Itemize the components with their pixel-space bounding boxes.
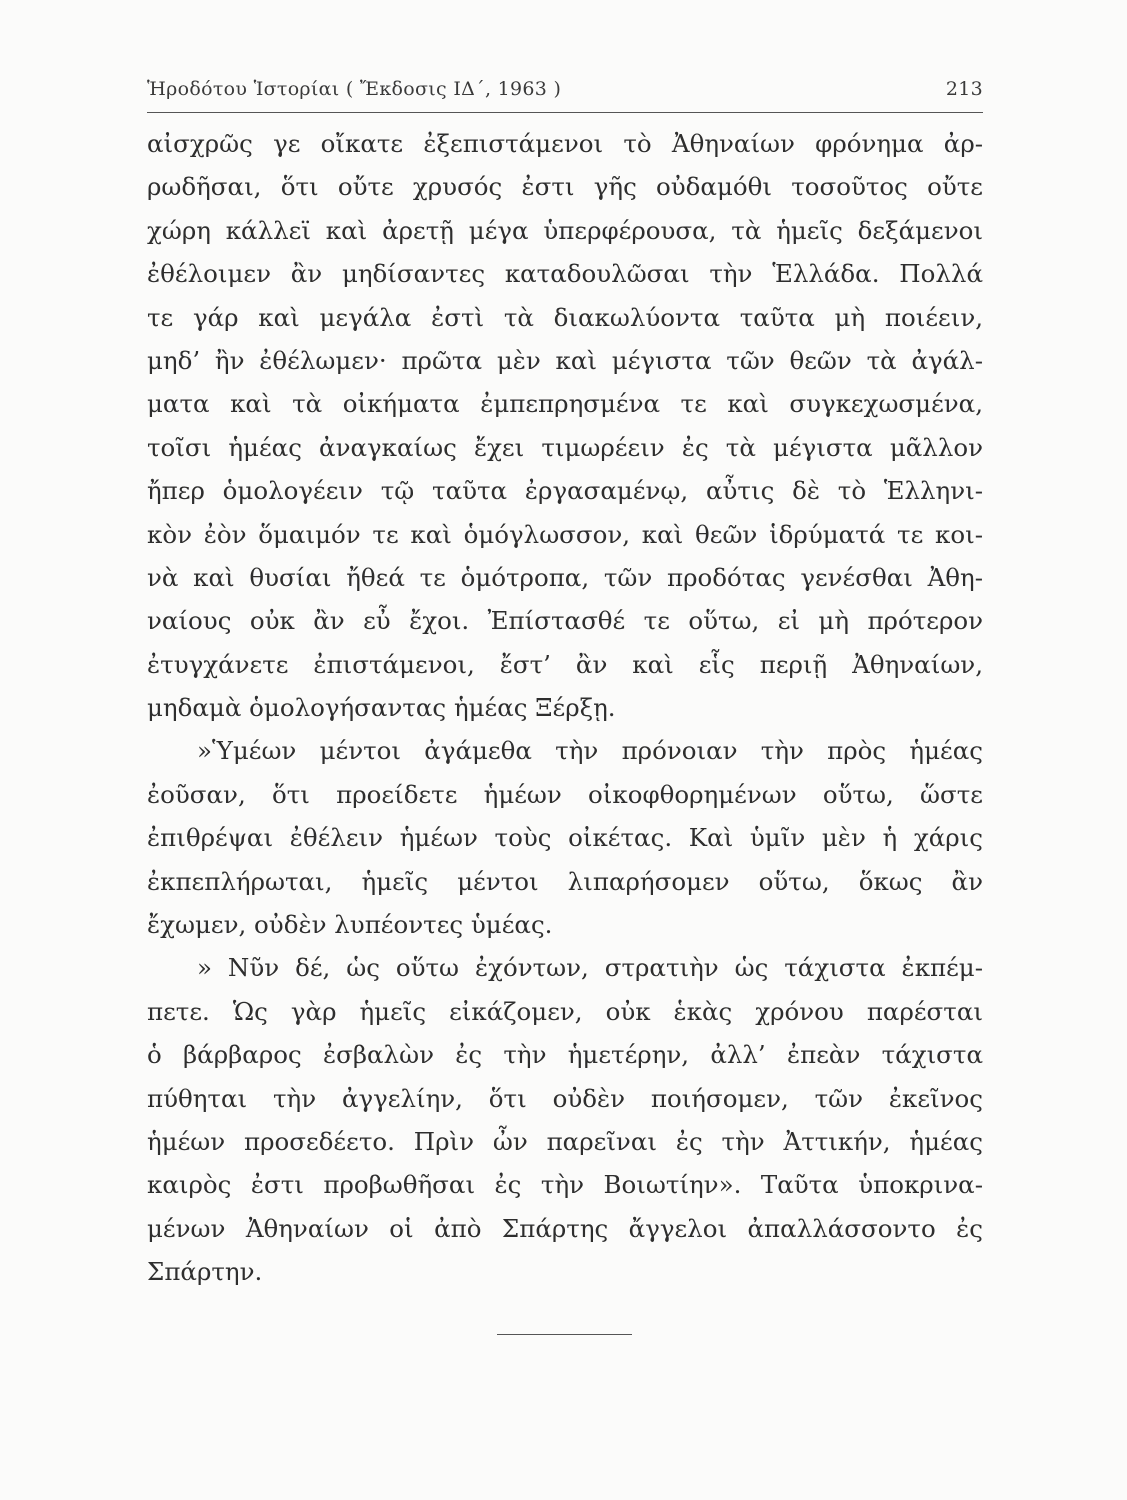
text-line: πύθηται τὴν ἀγγελίην, ὅτι οὐδὲν ποιήσομεν, τῶν ἐκεῖνος — [147, 1083, 983, 1113]
text-line: ρωδῆσαι, ὅτι οὔτε χρυσός ἐστι γῆς οὐδαμόθι τοσοῦτος οὔτε — [147, 172, 983, 202]
text-line: ναίους οὐκ ἂν εὖ ἔχοι. Ἐπίστασθέ τε οὕτω, εἰ μὴ πρότερον — [147, 606, 983, 636]
page-number: 213 — [945, 78, 983, 100]
running-head — [147, 78, 983, 106]
text-line: τοῖσι ἡμέας ἀναγκαίως ἔχει τιμωρέειν ἐς τὰ μέγιστα μᾶλλον — [147, 432, 983, 462]
text-line: αἰσχρῶς γε οἴκατε ἐξεπιστάμενοι τὸ Ἀθηναίων φρόνημα ἀρ- — [147, 129, 983, 158]
running-head-title: Ἡροδότου Ἱστορίαι ( Ἔκδοσις ΙΔ΄, 1963 ) — [147, 78, 562, 100]
text-line: καιρὸς ἐστι προβωθῆσαι ἐς τὴν Βοιωτίην». Ταῦτα ὑποκρινα- — [147, 1170, 983, 1200]
text-line: τε γάρ καὶ μεγάλα ἐστὶ τὰ διακωλύοντα ταῦτα μὴ ποιέειν, — [147, 302, 983, 332]
text-line: ἐκπεπλήρωται, ἡμεῖς μέντοι λιπαρήσομεν οὕτω, ὅκως ἂν — [147, 866, 983, 896]
text-line: ἡμέων προσεδέετο. Πρὶν ὦν παρεῖναι ἐς τὴν Ἀττικήν, ἡμέας — [147, 1126, 983, 1156]
paragraph-start-line: » Νῦν δέ, ὡς οὕτω ἐχόντων, στρατιὴν ὡς τάχιστα ἐκπέμ- — [197, 953, 983, 983]
text-line: ματα καὶ τὰ οἰκήματα ἐμπεπρησμένα τε καὶ συγκεχωσμένα, — [147, 389, 983, 419]
paragraph-end-line: ἔχωμεν, οὐδὲν λυπέοντες ὑμέας. — [147, 910, 553, 940]
header-rule — [147, 112, 983, 113]
paragraph-end-line: μηδαμὰ ὁμολογήσαντας ἡμέας Ξέρξῃ. — [147, 693, 616, 723]
text-line: μένων Ἀθηναίων οἱ ἀπὸ Σπάρτης ἄγγελοι ἀπαλλάσσοντο ἐς — [147, 1213, 983, 1243]
text-line: ἐθέλοιμεν ἂν μηδίσαντες καταδουλῶσαι τὴν Ἑλλάδα. Πολλά — [147, 259, 983, 289]
text-line: κὸν ἐὸν ὅμαιμόν τε καὶ ὁμόγλωσσον, καὶ θεῶν ἱδρύματά τε κοι- — [147, 519, 983, 549]
text-line: πετε. Ὡς γὰρ ἡμεῖς εἰκάζομεν, οὐκ ἑκὰς χρόνου παρέσται — [147, 996, 983, 1026]
paragraph-start-line: »Ὑμέων μέντοι ἀγάμεθα τὴν πρόνοιαν τὴν πρὸς ἡμέας — [197, 736, 983, 766]
section-end-rule — [497, 1334, 632, 1335]
text-line: ἐτυγχάνετε ἐπιστάμενοι, ἔστ’ ἂν καὶ εἷς περιῇ Ἀθηναίων, — [147, 649, 983, 679]
body-text — [147, 122, 983, 1294]
text-line: ἐπιθρέψαι ἐθέλειν ἡμέων τοὺς οἰκέτας. Καὶ ὑμῖν μὲν ἡ χάρις — [147, 823, 983, 853]
text-line: ὁ βάρβαρος ἐσβαλὼν ἐς τὴν ἡμετέρην, ἀλλ’ ἐπεὰν τάχιστα — [147, 1040, 983, 1070]
paragraph-end-line: Σπάρτην. — [147, 1257, 263, 1287]
text-line: χώρη κάλλεϊ καὶ ἀρετῇ μέγα ὑπερφέρουσα, τὰ ἡμεῖς δεξάμενοι — [147, 215, 983, 245]
text-line: μηδ’ ἢν ἐθέλωμεν· πρῶτα μὲν καὶ μέγιστα τῶν θεῶν τὰ ἀγάλ- — [147, 345, 983, 375]
text-line: ἐοῦσαν, ὅτι προείδετε ἡμέων οἰκοφθορημένων οὕτω, ὥστε — [147, 779, 983, 809]
text-line: ἤπερ ὁμολογέειν τῷ ταῦτα ἐργασαμένῳ, αὖτις δὲ τὸ Ἑλληνι- — [147, 476, 983, 506]
text-line: νὰ καὶ θυσίαι ἤθεά τε ὁμότροπα, τῶν προδότας γενέσθαι Ἀθη- — [147, 562, 983, 592]
